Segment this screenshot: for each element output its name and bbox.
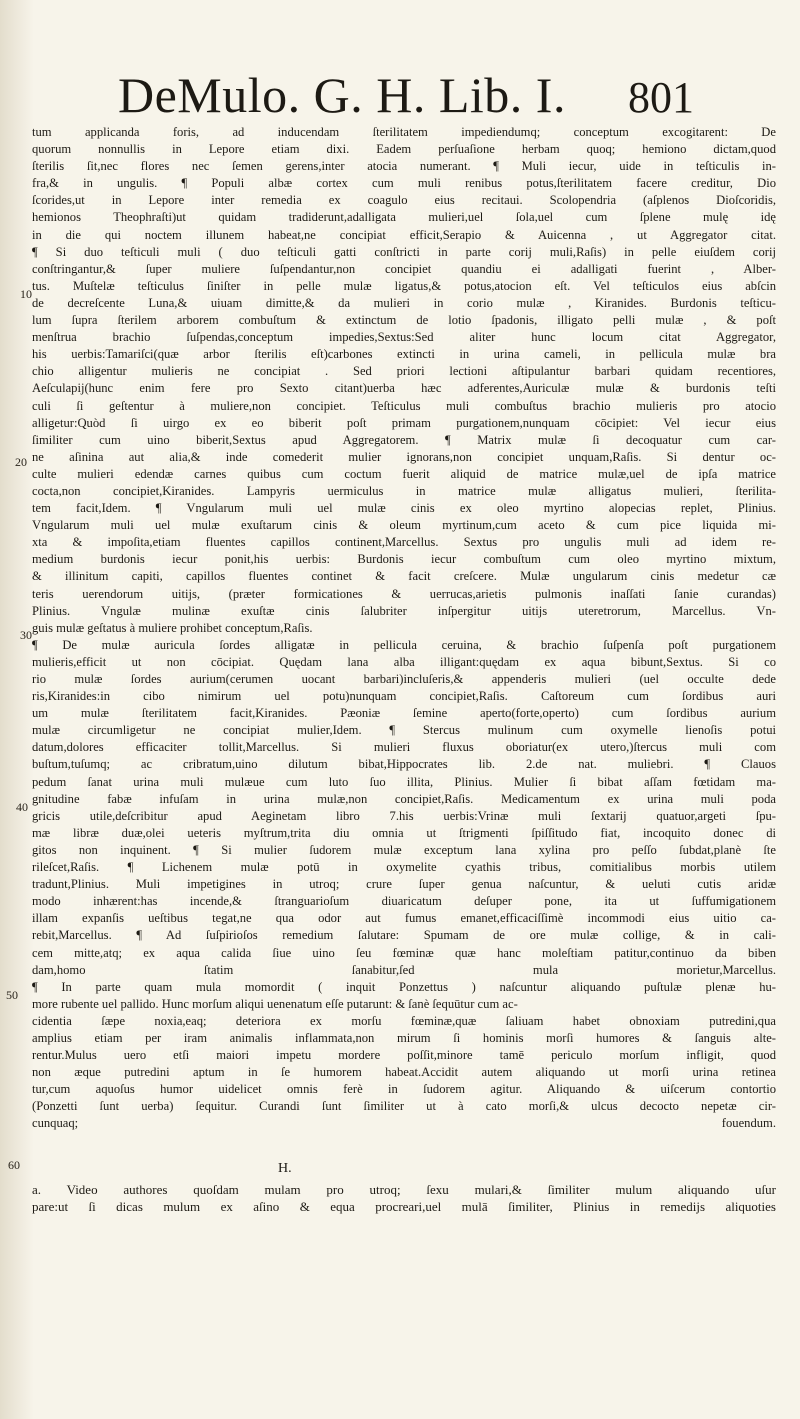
text-line: xta & impoſita,etiam fluentes capillos continent,Marcellus. Sextus pro ungulis muli ad idem re- [32,535,776,550]
text-line: cunquaq; fouendum. [32,1116,776,1131]
text-line: his uerbis:Tamariſci(quæ arbor ſterilis eſt)carbones extincti in urina cameli, in pellicula mulæ bra [32,347,776,362]
text-line: gnitudine fabæ infuſam in urina mulæ,non concipiet,Raſis. Medicamentum ex urina muli poda [32,791,776,806]
text-line: medium burdonis iecur ponit,his uerbis: Burdonis iecur combuſtum cum oleo myrtino mixtum, [32,552,776,567]
text-line: buſtum,tuſumq; ac cribratum,uino dilutum bibat,Hippocrates lib. 2.de nat. muliebri. ¶ Clauos [32,757,776,772]
running-title: DeMulo. G. H. Lib. I. [118,67,566,123]
text-line: rileſcet,Raſis. ¶ Lichenem mulæ potū in oxymelite cyathis tribus, comitialibus morbis utilem [32,860,776,875]
text-line: gitos non inquinent. ¶ Si mulier ſudorem mulæ exceptum lana xylina pro peſſo ſubdat,planè ſte [32,842,776,857]
section-marker: H. [278,1161,292,1176]
margin-line-number: 30 [20,628,32,642]
text-line: Plinius. Vngulæ mulinæ exuſtæ cinis ſalubriter inſpergitur uitijs uteretrorum, Marcellus. Vn- [32,603,776,618]
text-line: ſcorides,ut in Lepore inter remedia ex coagulo eius recitaui. Scolopendria (aſplenos Dioſcoridis, [32,193,776,208]
text-line: ris,Kiranides:in cibo nimirum uel potu)nunquam concipiet,Raſis. Caſtoreum cum ſordibus auri [32,689,776,704]
text-line: illam expanſis ueſtibus tegat,ne qua odor aut fumus emanet,efficaciſſimè incommodi eius uitio ca- [32,911,776,926]
text-line: gricis utile,deſcribitur apud Aeginetam libro 7.his uerbis:Vrinæ muli ſextarij quatuor,argeti ſpu- [32,808,776,823]
text-line: mulieris,efficit ut non cōcipiat. Quędam lana alba illigant:quędam ex aqua bibunt,Sextus. Si co [32,654,776,669]
text-line: ſterilis ſit,nec flores nec ſemen gerens,inter atocia numerant. ¶ Muli iecur, uide in teſticulis in- [32,159,776,174]
main-text-column [32,124,776,1133]
text-line: tradunt,Plinius. Muli impetigines in utroq; crure ſuper genua naſcuntur, & ueluti cutis aridæ [32,877,776,892]
text-line: ne aſinina aut alia,& inde comederit mulier ignorans,non concipiet unquam,Raſis. Si dentur oc- [32,449,776,464]
text-line: datum,dolores efficaciter tollit,Marcellus. Si mulieri fluxus oboriatur(ex utero,)ſtercus muli com [32,740,776,755]
text-line: in die qui noctem illunem habeat,ne concipiat efficit,Serapio & Auicenna , ut Aggregator citat. [32,227,776,242]
footnote-line: pare:ut ſi dicas mulum ex aſino & equa procreari,uel mulā ſimiliter, Plinius in remedijs aliquoties [32,1199,776,1214]
text-line: quorum nonnullis in Lepore etiam dixi. Eadem perſuaſione herbam quoq; hemiono dictam,quod [32,142,776,157]
text-line: pedum ſanat urina muli mulæue cum luto ſuo illita, Plinius. Mulier ſi bibat aſſam fœtidam ma- [32,774,776,789]
text-line: rio mulæ ſordes aurium(cerumen uocant barbari)incluſeris,& appenderis mulieri (uel occulte dede [32,672,776,686]
text-line: cem mitte,atq; ex aqua calida ſiue uino ſeu fœminæ quæ hanc moleſtiam patitur,continuo da biben [32,945,776,960]
text-line: um mulæ ſterilitatem facit,Kiranides. Pæoniæ ſemine aperto(forte,operto) cum ſordibus aurium [32,706,776,721]
text-line: menſtrua brachio ſuſpendas,conceptum impedies,Sextus:Sed aliter hunc locum citat Aggregator, [32,330,776,345]
text-line: tem facit,Idem. ¶ Vngularum muli uel mulæ cinis ex oleo myrtino alopecias replet, Plinius. [32,501,776,516]
text-line: culte mulieri edendæ carnes quibus cum coctum fuerit aliquid de matrice mulæ,uel de ipſa matrice [32,466,776,481]
text-line: (Ponzetti ſunt uerba) ſequitur. Curandi ſunt ſimiliter ut à cato morſi,& ulcus decocto nepetæ cir- [32,1099,776,1114]
page-header [118,50,694,123]
text-line: Vngularum muli uel mulæ exuſtarum cinis & oleum myrtinum,cum aceto & cum pice liquida mi- [32,518,776,533]
footnote-block [32,1181,776,1215]
margin-line-number: 20 [15,455,27,469]
text-line: rebit,Marcellus. ¶ Ad ſuſpirioſos remedium ſalutare: Spumam de ore mulæ collige, & in cali- [32,928,776,943]
text-line: conſtringantur,& ſuper muliere ſuſpendantur,non concipiet quandiu ei adalligati fuerint , Alber- [32,261,776,276]
page-gutter [0,0,34,1419]
text-line: cidentia ſæpe noxia,eaq; deteriora ex morſu fœminæ,quæ ſaliuam habet obnoxiam putredini,qua [32,1013,776,1028]
text-line: Aeſculapij(hunc enim fere pro Sexto citant)uerba hæc adferentes,Auriculæ mulæ & burdonis teſti [32,381,776,396]
text-line: amplius etiam per iram animalis inflammata,non mirum ſi hominis morſi humores & ſanguis alte- [32,1030,776,1045]
text-line: more rubente uel pallido. Hunc morſum aliqui uenenatum eſſe putarunt: & ſanè ſequūtur cum ac- [32,996,518,1011]
text-line: lum ſupra ſterilem arborem combuſtum & extinctum de lotio ſpadonis, illigato pelli mulæ , & poſt [32,313,776,328]
text-line: teris uerendorum uitijs, (præter formicationes & uerrucas,arietis pulmonis inaſſati ſanie curandas) [32,586,776,601]
text-line: culi ſi geſtentur à muliere,non concipiet. Teſticulus muli combuſtus brachio mulieris pro atocio [32,398,776,413]
footnote-line: a. Video authores quoſdam mulam pro utroq; ſexu mulari,& ſimiliter mulum aliquando uſur [32,1182,776,1197]
text-line: guis mulæ geſtatus à muliere prohibet conceptum,Raſis. [32,620,313,635]
text-line: chio alligentur mulieris ne concipiat . Sed priori lectioni aſtipulantur barbari quidam recentiores, [32,364,776,379]
page-number: 801 [628,73,694,122]
text-line: rentur.Mulus uero etſi maiori impetu mordere poſſit,minore tamē periculo morſum infligit, quod [32,1048,776,1063]
text-line: hemionos Theophraſti)ut quidam tradiderunt,adalligata mulieri,uel ſola,uel cum ſplene mulę idę [32,210,776,225]
text-line: ¶ In parte quam mula momordit ( inquit Ponzettus ) naſcuntur aliquando puſtulæ plenæ hu- [32,979,776,994]
text-line: tur,cum aquoſus humor uidelicet omnis ferè in ſudorem agitur. Aliquando & uiſcerum contortio [32,1082,776,1097]
text-line: ¶ Si duo teſticuli muli ( duo teſticuli gatti conſtricti in parte corij muli,Raſis) in pelle eiuſdem corij [32,244,776,259]
text-line: dam,homo ſtatim ſanabitur,ſed mula morietur,Marcellus. [32,962,776,977]
margin-line-number: 40 [16,800,28,814]
text-line: mulæ circumligetur ne concipiat mulier,Idem. ¶ Stercus mulinum cum oxymelle lienoſis potui [32,723,776,738]
text-line: cocta,non concipiet,Kiranides. Lampyris uermiculus in matrice mulæ alligatus mulieri, ſterilita- [32,483,776,498]
text-line: alligetur:Quòd ſi uirgo ex eo biberit poſt primam purgationem,nunquam cōcipiet: Vel iecur eius [32,415,776,430]
text-line: mæ libræ duæ,olei ueteris myſtrum,trita diu omnia ut ſtrigmenti ſpiſſitudo fiat, incoquito donec di [32,825,776,840]
text-line: tum applicanda foris, ad inducendam ſterilitatem impediendumq; conceptum excogitarent: De [32,125,776,139]
text-line: non æque putredini aptum in ſe humorem habeat.Accidit autem aliquando ut morſi urina retinea [32,1065,776,1080]
text-line: tus. Muſtelæ teſticulus ſiniſter in pelle mulæ ligatus,& potus,atocion eſt. Vel teſticulos eius abſcin [32,278,776,293]
text-line: fra,& in ungulis. ¶ Populi albæ cortex cum muli renibus potus,ſterilitatem facere creditur, Dio [32,176,776,191]
margin-line-number: 10 [20,287,32,301]
margin-line-number: 50 [6,988,18,1002]
text-line: & illinitum capiti, capillos fluentes continet & facit creſcere. Mulæ ungularum cinis medetur cæ [32,569,776,584]
text-line: de decreſcente Luna,& uiuam dimitte,& da mulieri in corio mulæ , Kiranides. Burdonis teſticu- [32,295,776,310]
margin-line-number: 60 [8,1158,20,1172]
text-line: ¶ De mulæ auricula ſordes alligatæ in pellicula ceruina, & brachio ſuſpenſa poſt purgationem [32,637,776,652]
text-line: modo inhærent:has incende,& ſtranguarioſum diuaricatum deſuper pone, ita ut ſuffumigationem [32,894,776,909]
text-line: ſimiliter cum uino biberit,Sextus apud Aggregatorem. ¶ Matrix mulæ ſi decoquatur cum car- [32,432,776,447]
